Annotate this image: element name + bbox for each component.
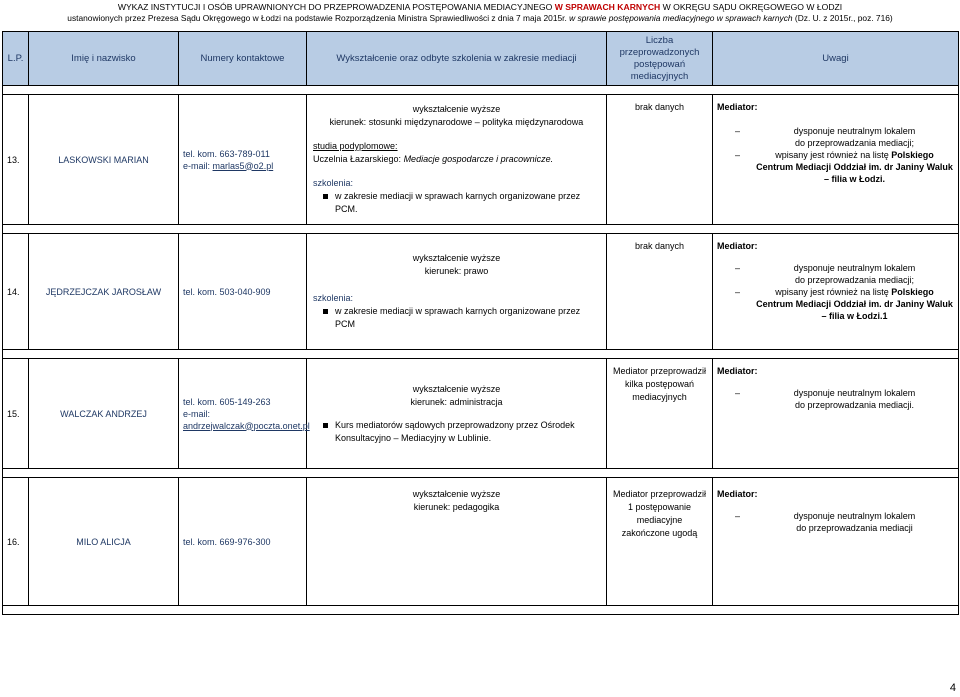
table-row — [3, 478, 959, 606]
email-label: e-mail: — [183, 160, 211, 171]
training-label: szkolenia: — [313, 178, 354, 188]
note-text: do przeprowadzania mediacji; — [794, 138, 915, 148]
header-regulation-title: w sprawie postępowania mediacyjnego w sprawach karnych — [569, 13, 793, 23]
header-line-1 — [0, 2, 960, 13]
header-title-end: W OKRĘGU SĄDU OKRĘGOWEGO W ŁODZI — [662, 2, 843, 12]
edu-direction — [313, 501, 600, 514]
email-link[interactable]: andrzejwalczak@poczta.onet.pl — [183, 420, 310, 431]
note-text: dysponuje neutralnym lokalem — [793, 263, 916, 273]
edu-direction-value: administracja — [449, 396, 503, 407]
edu-title: wykształcenie wyższe — [412, 253, 501, 263]
col-name: Imię i nazwisko — [29, 32, 179, 86]
note-text: do przeprowadzania mediacji; — [794, 275, 915, 285]
row-count — [607, 478, 713, 606]
email-label: e-mail: — [183, 408, 211, 419]
spacer-row — [3, 86, 959, 95]
training-item: w zakresie mediacji w sprawach karnych organizowane przez PCM. — [313, 190, 600, 216]
note-text: Centrum Mediacji Oddział im. dr Janiny Waluk — [756, 162, 953, 172]
row-contact — [179, 95, 307, 225]
spacer-row — [3, 606, 959, 615]
edu-direction-value: stosunki międzynarodowe – polityka międzynarodowa — [368, 117, 584, 127]
note-item — [717, 387, 954, 411]
edu-direction-label: kierunek: — [413, 502, 451, 512]
mediators-table — [2, 31, 959, 615]
header-legal-basis: ustanowionych przez Prezesa Sądu Okręgowego w Łodzi na podstawie Rozporządzenia Ministra Sprawiedliwości z dnia 7 maja 2015r. — [67, 13, 567, 23]
row-education — [307, 478, 607, 606]
edu-direction — [313, 265, 600, 278]
phone-number: tel. kom. 503-040-909 — [183, 286, 271, 297]
col-education: Wykształcenie oraz odbyte szkolenia w zakresie mediacji — [307, 32, 607, 86]
note-text: – filia w Łodzi. — [823, 174, 885, 184]
table-row — [3, 234, 959, 350]
edu-direction-label: kierunek: — [329, 117, 367, 127]
note-text: Polskiego — [891, 150, 934, 160]
row-education — [307, 359, 607, 469]
edu-title: wykształcenie wyższe — [412, 489, 501, 499]
col-count-line: Liczba — [645, 34, 674, 46]
header-title: WYKAZ INSTYTUCJI I OSÓB UPRAWNIONYCH DO PRZEPROWADZENIA POSTĘPOWANIA MEDIACYJNEGO — [117, 2, 553, 12]
email-link[interactable]: marlas5@o2.pl — [212, 160, 274, 171]
row-name: WALCZAK ANDRZEJ — [29, 359, 179, 469]
table-row — [3, 95, 959, 225]
note-text: dysponuje neutralnym lokalem — [793, 126, 916, 136]
note-text: wpisany jest również na listę — [775, 287, 889, 297]
spacer-row — [3, 225, 959, 234]
note-text: Centrum Mediacji Oddział im. dr Janiny Waluk — [756, 299, 953, 309]
row-lp: 16. — [3, 478, 29, 606]
row-lp: 14. — [3, 234, 29, 350]
phone-number: tel. kom. 669-976-300 — [183, 536, 271, 547]
note-item — [717, 262, 954, 286]
count-line: zakończone ugodą — [621, 528, 698, 538]
row-contact — [179, 478, 307, 606]
note-text: dysponuje neutralnym lokalem — [793, 388, 916, 398]
edu-direction — [313, 116, 600, 129]
row-lp: 15. — [3, 359, 29, 469]
count-line: kilka postępowań — [624, 379, 695, 389]
note-text: do przeprowadzania mediacji — [796, 523, 913, 533]
col-count-line: przeprowadzonych — [619, 46, 700, 58]
note-text: dysponuje neutralnym lokalem — [793, 511, 916, 521]
count-line: 1 postępowanie — [627, 502, 692, 512]
training-text: Konsultacyjno – Mediacyjny w Lublinie. — [335, 432, 492, 443]
edu-direction-label: kierunek: — [410, 396, 447, 407]
notes-title: Mediator: — [717, 489, 758, 499]
row-count: brak danych — [607, 95, 713, 225]
notes-title: Mediator: — [717, 102, 758, 112]
spacer-row — [3, 350, 959, 359]
col-count — [607, 32, 713, 86]
postgrad-course-name: Mediacje gospodarcze i pracownicze. — [403, 154, 554, 164]
training-label: szkolenia: — [313, 293, 354, 303]
header-highlight: W SPRAWACH KARNYCH — [554, 2, 661, 12]
notes-title: Mediator: — [717, 366, 758, 376]
row-name: LASKOWSKI MARIAN — [29, 95, 179, 225]
edu-title: wykształcenie wyższe — [412, 383, 501, 394]
count-line: Mediator przeprowadził — [612, 366, 707, 376]
spacer-row — [3, 469, 959, 478]
postgrad-school: Uczelnia Łazarskiego: — [313, 154, 402, 164]
row-name: MILO ALICJA — [29, 478, 179, 606]
postgrad-course — [313, 153, 600, 166]
table-row — [3, 359, 959, 469]
training-text: Kurs mediatorów sądowych przeprowadzony przez Ośrodek — [335, 419, 575, 430]
col-lp: L.P. — [3, 32, 29, 86]
phone-number: tel. kom. 663-789-011 — [183, 148, 270, 159]
edu-title: wykształcenie wyższe — [412, 104, 501, 114]
note-text: wpisany jest również na listę — [775, 150, 889, 160]
page-number: 4 — [949, 682, 956, 694]
edu-direction-label: kierunek: — [424, 266, 462, 276]
row-education — [307, 95, 607, 225]
document-header — [0, 2, 960, 24]
col-count-line: postępowań — [633, 58, 686, 70]
row-lp: 13. — [3, 95, 29, 225]
row-name: JĘDRZEJCZAK JAROSŁAW — [29, 234, 179, 350]
note-text: – filia w Łodzi.1 — [821, 311, 888, 321]
note-item — [717, 125, 954, 149]
row-count: brak danych — [607, 234, 713, 350]
count-line: mediacyjne — [636, 515, 683, 525]
row-notes — [713, 359, 959, 469]
count-line: Mediator przeprowadził — [612, 489, 707, 499]
training-item — [313, 419, 600, 445]
row-education — [307, 234, 607, 350]
edu-direction — [313, 396, 600, 409]
training-item: w zakresie mediacji w sprawach karnych organizowane przez PCM — [313, 305, 600, 331]
row-count — [607, 359, 713, 469]
note-text: Polskiego — [891, 287, 934, 297]
note-item — [717, 286, 954, 322]
row-notes — [713, 478, 959, 606]
col-count-line: mediacyjnych — [630, 70, 689, 82]
note-text: do przeprowadzania mediacji. — [794, 400, 915, 410]
count-line: mediacyjnych — [632, 392, 687, 402]
note-item — [717, 510, 954, 534]
col-notes: Uwagi — [713, 32, 959, 86]
row-notes — [713, 234, 959, 350]
row-notes — [713, 95, 959, 225]
col-contact: Numery kontaktowe — [179, 32, 307, 86]
row-contact — [179, 359, 310, 469]
header-line-2 — [0, 13, 960, 24]
edu-direction-value: pedagogika — [452, 502, 500, 512]
note-item — [717, 149, 954, 185]
notes-title: Mediator: — [717, 241, 758, 251]
header-journal-ref: (Dz. U. z 2015r., poz. 716) — [794, 13, 893, 23]
postgrad-title: studia podyplomowe: — [313, 141, 398, 151]
edu-direction-value: prawo — [463, 266, 489, 276]
table-header-row — [3, 32, 959, 86]
row-contact — [179, 234, 307, 350]
phone-number: tel. kom. 605-149-263 — [183, 396, 271, 407]
